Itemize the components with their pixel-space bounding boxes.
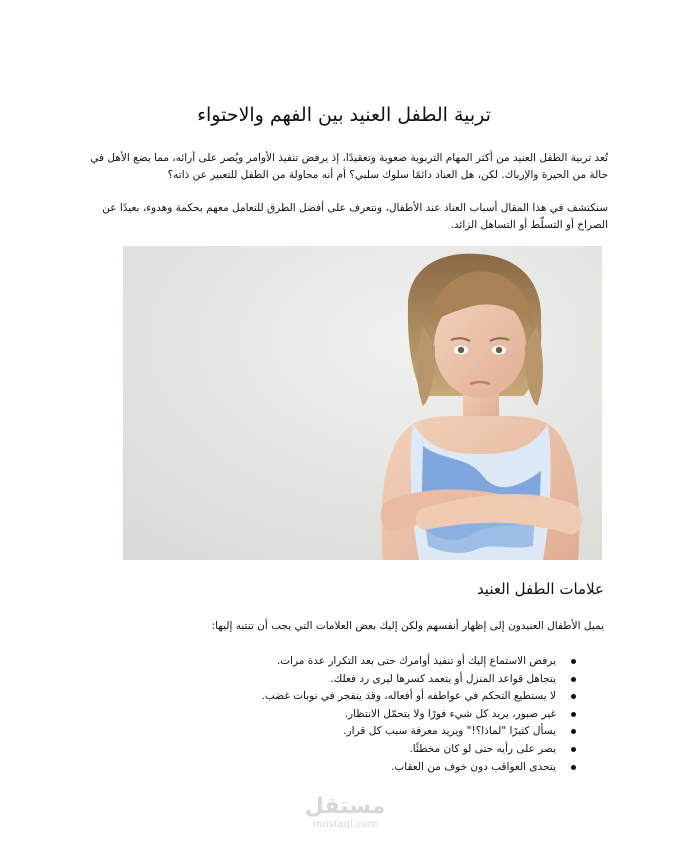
bullet-icon — [571, 694, 576, 699]
article-photo — [123, 246, 602, 560]
bullet-icon — [571, 729, 576, 734]
list-item — [220, 653, 576, 671]
watermark-domain: mostaql.com — [312, 819, 378, 830]
list-item — [220, 706, 576, 724]
list-item-text: يسأل كثيرًا "لماذا؟!" ويريد معرفة سبب كل قرار. — [343, 725, 556, 738]
list-item — [220, 671, 576, 689]
list-item-text: يتجاهل قواعد المنزل أو يتعمد كسرها ليرى رد فعلك. — [330, 672, 556, 685]
list-item-text: لا يستطيع التحكم في عواطفه أو أفعاله، وقد ينفجر في نوبات غضب. — [261, 690, 556, 703]
section-heading: علامات الطفل العنيد — [476, 580, 604, 598]
page-title: تربية الطفل العنيد بين الفهم والاحتواء — [197, 104, 491, 126]
child-illustration — [123, 246, 602, 560]
list-item-text: يرفض الاستماع إليك أو تنفيذ أوامرك حتى بعد التكرار عدة مرات. — [276, 655, 556, 667]
watermark-logo: مستقل — [304, 794, 386, 819]
bullet-icon — [571, 712, 576, 717]
list-item — [220, 688, 576, 706]
bullet-icon — [571, 747, 576, 752]
list-item-text: يتحدى العواقب دون خوف من العقاب. — [391, 760, 556, 773]
list-item — [220, 723, 576, 741]
bullet-icon — [571, 659, 576, 664]
list-item — [220, 741, 576, 759]
mostaql-watermark — [295, 795, 395, 831]
signs-list — [220, 653, 576, 776]
overview-paragraph: سنكتشف في هذا المقال أسباب العناد عند الأطفال، ونتعرف على أفضل الطرق للتعامل معهم بحكمة وهدوء، بعيدًا عن الصراخ أو التسلّط أو التساهل الزائد. — [102, 202, 608, 231]
bullet-icon — [571, 765, 576, 770]
intro-paragraph: تُعد تربية الطفل العنيد من أكثر المهام التربوية صعوبة وتعقيدًا، إذ يرفض تنفيذ الأوامر ويُصر على آرائه، مما يضع الأهل في حالة من الحيرة والإرباك. لكن، هل العناد دائمًا سلوك سلبي؟ أم أنه محاولة من الطفل للتعبير عن ذاته؟ — [90, 152, 608, 181]
section-intro: يميل الأطفال العنيدون إلى إظهار أنفسهم ولكن إليك بعض العلامات التي يجب أن تنتبه إليها: — [211, 620, 604, 632]
bullet-icon — [571, 677, 576, 682]
list-item-text: يصر على رأيه حتى لو كان مخطئًا. — [409, 742, 556, 755]
list-item-text: غير صبور، يريد كل شيء فورًا ولا يتحمّل الانتظار. — [344, 707, 556, 720]
list-item — [220, 759, 576, 777]
